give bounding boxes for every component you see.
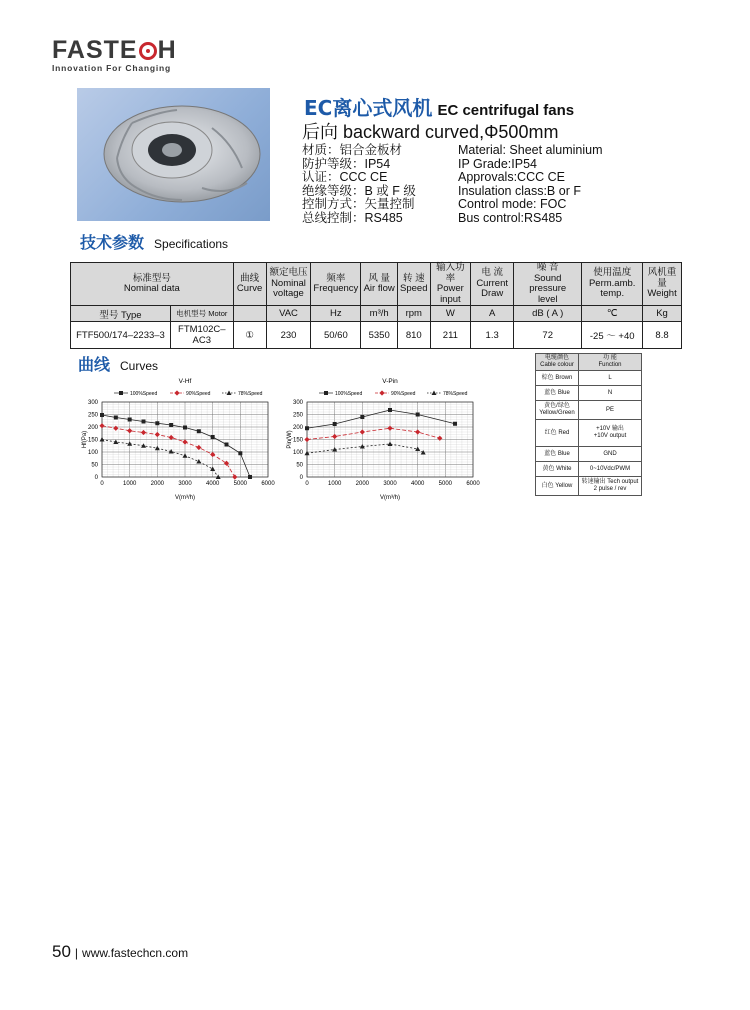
cell-weight: 8.8 bbox=[643, 322, 682, 349]
cable-colour-table bbox=[535, 353, 642, 496]
spec-item: Approvals:CCC CE bbox=[458, 170, 565, 184]
data-point bbox=[324, 391, 328, 395]
data-point bbox=[99, 423, 104, 428]
data-point bbox=[248, 475, 252, 479]
data-point bbox=[210, 452, 215, 457]
specifications-heading-cn: 技术参数 bbox=[80, 233, 145, 252]
data-point bbox=[100, 413, 104, 417]
cable-colour: 黄色 White bbox=[536, 462, 579, 477]
data-point bbox=[183, 426, 187, 430]
table-row bbox=[536, 462, 642, 477]
data-point bbox=[127, 428, 132, 433]
legend-label: 90%Speed bbox=[391, 391, 416, 397]
cell-frequency: 50/60 bbox=[311, 322, 361, 349]
y-tick-label: 150 bbox=[292, 437, 303, 444]
header-power: 输入功率 Power input bbox=[430, 263, 471, 306]
spec-item: Insulation class:B or F bbox=[458, 183, 581, 198]
unit-cell: 型号 Type bbox=[71, 306, 171, 322]
cable-colour: 棕色 Brown bbox=[536, 371, 579, 386]
data-point bbox=[128, 418, 132, 422]
data-point bbox=[174, 390, 179, 395]
unit-cell: dB ( A ) bbox=[514, 306, 582, 322]
cell-type: FTF500/174–2233–3 bbox=[71, 322, 171, 349]
y-axis-label: Pin(W) bbox=[287, 430, 293, 449]
header-current: 电 流 Current Draw bbox=[471, 263, 514, 306]
data-point bbox=[225, 443, 229, 447]
cable-colour: 蓝色 Blue bbox=[536, 447, 579, 462]
header-frequency: 频率 Frequency bbox=[311, 263, 361, 306]
chart-title: V-Hf bbox=[178, 378, 192, 385]
x-tick-label: 0 bbox=[100, 481, 104, 487]
y-tick-label: 250 bbox=[87, 412, 98, 419]
cell-curve: ① bbox=[233, 322, 266, 349]
unit-cell: Kg bbox=[643, 306, 682, 322]
data-point bbox=[119, 391, 123, 395]
header-noise: 噪 音 Sound pressure level bbox=[514, 263, 582, 306]
data-point bbox=[114, 416, 118, 420]
data-point bbox=[416, 413, 420, 417]
data-point bbox=[388, 442, 393, 447]
data-point bbox=[211, 435, 215, 439]
specifications-heading bbox=[80, 230, 228, 253]
data-point bbox=[388, 408, 392, 412]
brand-tagline: Innovation For Changing bbox=[52, 63, 171, 73]
cable-function: PE bbox=[579, 401, 642, 420]
spec-item: 绝缘等级：B 或 F 级 bbox=[302, 183, 416, 198]
cell-power: 211 bbox=[430, 322, 471, 349]
data-point bbox=[360, 429, 365, 434]
header-voltage: 额定电压 Nominal voltage bbox=[266, 263, 311, 306]
spec-item: Bus control:RS485 bbox=[458, 210, 563, 225]
data-point bbox=[453, 422, 457, 426]
y-tick-label: 50 bbox=[296, 462, 303, 469]
legend-label: 100%Speed bbox=[130, 391, 158, 397]
cable-function: 0~10Vdc/PWM bbox=[579, 462, 642, 477]
data-point bbox=[155, 421, 159, 425]
x-tick-label: 2000 bbox=[355, 481, 370, 487]
product-title bbox=[304, 92, 574, 121]
data-point bbox=[142, 420, 146, 424]
data-point bbox=[227, 391, 232, 396]
brand-logo bbox=[52, 36, 177, 73]
unit-cell: W bbox=[430, 306, 471, 322]
cable-function: GND bbox=[579, 447, 642, 462]
unit-cell: rpm bbox=[398, 306, 430, 322]
y-tick-label: 300 bbox=[87, 400, 98, 406]
title-cn: EC离心式风机 bbox=[304, 96, 433, 120]
data-point bbox=[155, 446, 160, 451]
cable-function: +10V 输出 +10V output bbox=[579, 420, 642, 447]
data-point bbox=[432, 391, 437, 396]
page-footer bbox=[52, 942, 188, 962]
data-point bbox=[196, 445, 201, 450]
spec-item: Material: Sheet aluminium bbox=[458, 143, 603, 157]
brand-logo-mark-icon bbox=[139, 42, 157, 60]
table-row bbox=[71, 322, 682, 349]
legend-label: 78%Speed bbox=[238, 391, 263, 397]
y-tick-label: 0 bbox=[299, 475, 303, 481]
x-tick-label: 3000 bbox=[383, 481, 397, 487]
cable-header-colour: 电缆颜色 Cable colour bbox=[536, 354, 579, 371]
data-point bbox=[379, 390, 384, 395]
x-tick-label: 3000 bbox=[178, 481, 192, 487]
x-tick-label: 5000 bbox=[233, 481, 248, 487]
table-row bbox=[536, 371, 642, 386]
data-point bbox=[141, 430, 146, 435]
data-point bbox=[232, 474, 237, 479]
page-number: 50 bbox=[52, 942, 71, 961]
spec-item: IP Grade:IP54 bbox=[458, 156, 537, 171]
specifications-table bbox=[70, 262, 682, 349]
spec-item: 防护等级：IP54 bbox=[302, 156, 391, 171]
specifications-heading-en: Specifications bbox=[154, 237, 229, 251]
y-tick-label: 200 bbox=[87, 425, 98, 431]
unit-cell: ℃ bbox=[582, 306, 643, 322]
legend-label: 78%Speed bbox=[443, 391, 468, 397]
unit-cell: Hz bbox=[311, 306, 361, 322]
product-photo bbox=[77, 88, 270, 221]
x-tick-label: 4000 bbox=[205, 481, 220, 487]
data-point bbox=[333, 422, 337, 426]
x-tick-label: 1000 bbox=[327, 481, 342, 487]
data-point bbox=[360, 415, 364, 419]
x-tick-label: 1000 bbox=[122, 481, 137, 487]
y-axis-label: Hf(Pa) bbox=[82, 430, 88, 449]
data-point bbox=[155, 432, 160, 437]
series-line bbox=[102, 440, 218, 478]
cable-colour: 蓝色 Blue bbox=[536, 386, 579, 401]
x-tick-label: 2000 bbox=[150, 481, 165, 487]
cable-colour: 红色 Red bbox=[536, 420, 579, 447]
y-tick-label: 50 bbox=[91, 462, 98, 469]
table-units-row bbox=[71, 306, 682, 322]
x-tick-label: 0 bbox=[305, 481, 309, 487]
cable-function: L bbox=[579, 371, 642, 386]
chart-v-hf bbox=[78, 374, 283, 510]
spec-item: 总线控制：RS485 bbox=[302, 210, 403, 225]
data-point bbox=[183, 453, 188, 458]
title-en: EC centrifugal fans bbox=[437, 102, 575, 119]
brand-name-part-b: H bbox=[157, 36, 177, 64]
x-axis-label: V(m³/h) bbox=[175, 495, 195, 501]
table-row bbox=[536, 401, 642, 420]
data-point bbox=[196, 459, 201, 464]
cable-colour: 黄色/绿色 Yellow/Green bbox=[536, 401, 579, 420]
cell-airflow: 5350 bbox=[361, 322, 398, 349]
y-tick-label: 250 bbox=[292, 412, 303, 419]
spec-list-en bbox=[458, 144, 603, 225]
curves-heading-cn: 曲线 bbox=[78, 355, 111, 374]
data-point bbox=[305, 426, 309, 430]
data-point bbox=[387, 426, 392, 431]
data-point bbox=[224, 461, 229, 466]
data-point bbox=[169, 423, 173, 427]
table-row bbox=[536, 386, 642, 401]
spec-item: 控制方式：矢量控制 bbox=[302, 197, 415, 211]
x-tick-label: 6000 bbox=[261, 481, 275, 487]
y-tick-label: 100 bbox=[292, 450, 303, 456]
cell-voltage: 230 bbox=[266, 322, 311, 349]
table-row bbox=[536, 477, 642, 496]
unit-cell bbox=[233, 306, 266, 322]
legend-label: 90%Speed bbox=[186, 391, 211, 397]
website-url: www.fastechcn.com bbox=[82, 946, 189, 960]
chart-title: V-Pin bbox=[382, 378, 398, 385]
cell-temp: -25 ～ +40 bbox=[582, 322, 643, 349]
cable-colour: 白色 Yellow bbox=[536, 477, 579, 496]
cable-header-function: 功 能 Function bbox=[579, 354, 642, 371]
x-tick-label: 5000 bbox=[438, 481, 453, 487]
table-header-row bbox=[71, 263, 682, 306]
spec-item: 认证：CCC CE bbox=[302, 170, 388, 184]
data-point bbox=[197, 429, 201, 433]
cable-function: 转速输出 Tech output 2 pulse / rev bbox=[579, 477, 642, 496]
unit-cell: VAC bbox=[266, 306, 311, 322]
header-airflow: 风 量 Air flow bbox=[361, 263, 398, 306]
legend-label: 100%Speed bbox=[335, 391, 363, 397]
x-tick-label: 4000 bbox=[410, 481, 425, 487]
y-tick-label: 0 bbox=[94, 475, 98, 481]
unit-cell: 电机型号 Motor bbox=[170, 306, 233, 322]
table-row bbox=[536, 447, 642, 462]
footer-separator: | bbox=[74, 946, 79, 960]
header-curve: 曲线 Curve bbox=[233, 263, 266, 306]
curves-heading-en: Curves bbox=[120, 359, 159, 373]
cell-noise: 72 bbox=[514, 322, 582, 349]
product-subtitle: 后向 backward curved,Φ500mm bbox=[302, 122, 559, 142]
data-point bbox=[304, 437, 309, 442]
unit-cell: A bbox=[471, 306, 514, 322]
y-tick-label: 100 bbox=[87, 450, 98, 456]
spec-item: Control mode: FOC bbox=[458, 197, 567, 211]
chart-v-pin bbox=[283, 374, 488, 510]
table-row bbox=[536, 420, 642, 447]
y-tick-label: 150 bbox=[87, 437, 98, 444]
header-nominal: 标准型号 Nominal data bbox=[71, 263, 234, 306]
spec-item: 材质：铝合金板材 bbox=[302, 143, 403, 157]
cable-function: N bbox=[579, 386, 642, 401]
cell-speed: 810 bbox=[398, 322, 430, 349]
cable-table-header bbox=[536, 354, 642, 371]
header-speed: 转 速 Speed bbox=[398, 263, 430, 306]
data-point bbox=[182, 439, 187, 444]
data-point bbox=[437, 436, 442, 441]
y-tick-label: 200 bbox=[292, 425, 303, 431]
spec-list-cn bbox=[302, 144, 416, 225]
cell-current: 1.3 bbox=[471, 322, 514, 349]
x-tick-label: 6000 bbox=[466, 481, 480, 487]
header-weight: 风机重量 Weight bbox=[643, 263, 682, 306]
y-tick-label: 300 bbox=[292, 400, 303, 406]
brand-name-part-a: FASTE bbox=[52, 36, 138, 64]
cell-motor: FTM102C–AC3 bbox=[170, 322, 233, 349]
data-point bbox=[210, 467, 215, 472]
x-axis-label: V(m³/h) bbox=[380, 495, 400, 501]
data-point bbox=[113, 426, 118, 431]
data-point bbox=[415, 429, 420, 434]
data-point bbox=[332, 434, 337, 439]
header-temp: 使用温度 Perm.amb. temp. bbox=[582, 263, 643, 306]
curves-heading bbox=[78, 352, 158, 375]
unit-cell: m³/h bbox=[361, 306, 398, 322]
data-point bbox=[238, 451, 242, 455]
